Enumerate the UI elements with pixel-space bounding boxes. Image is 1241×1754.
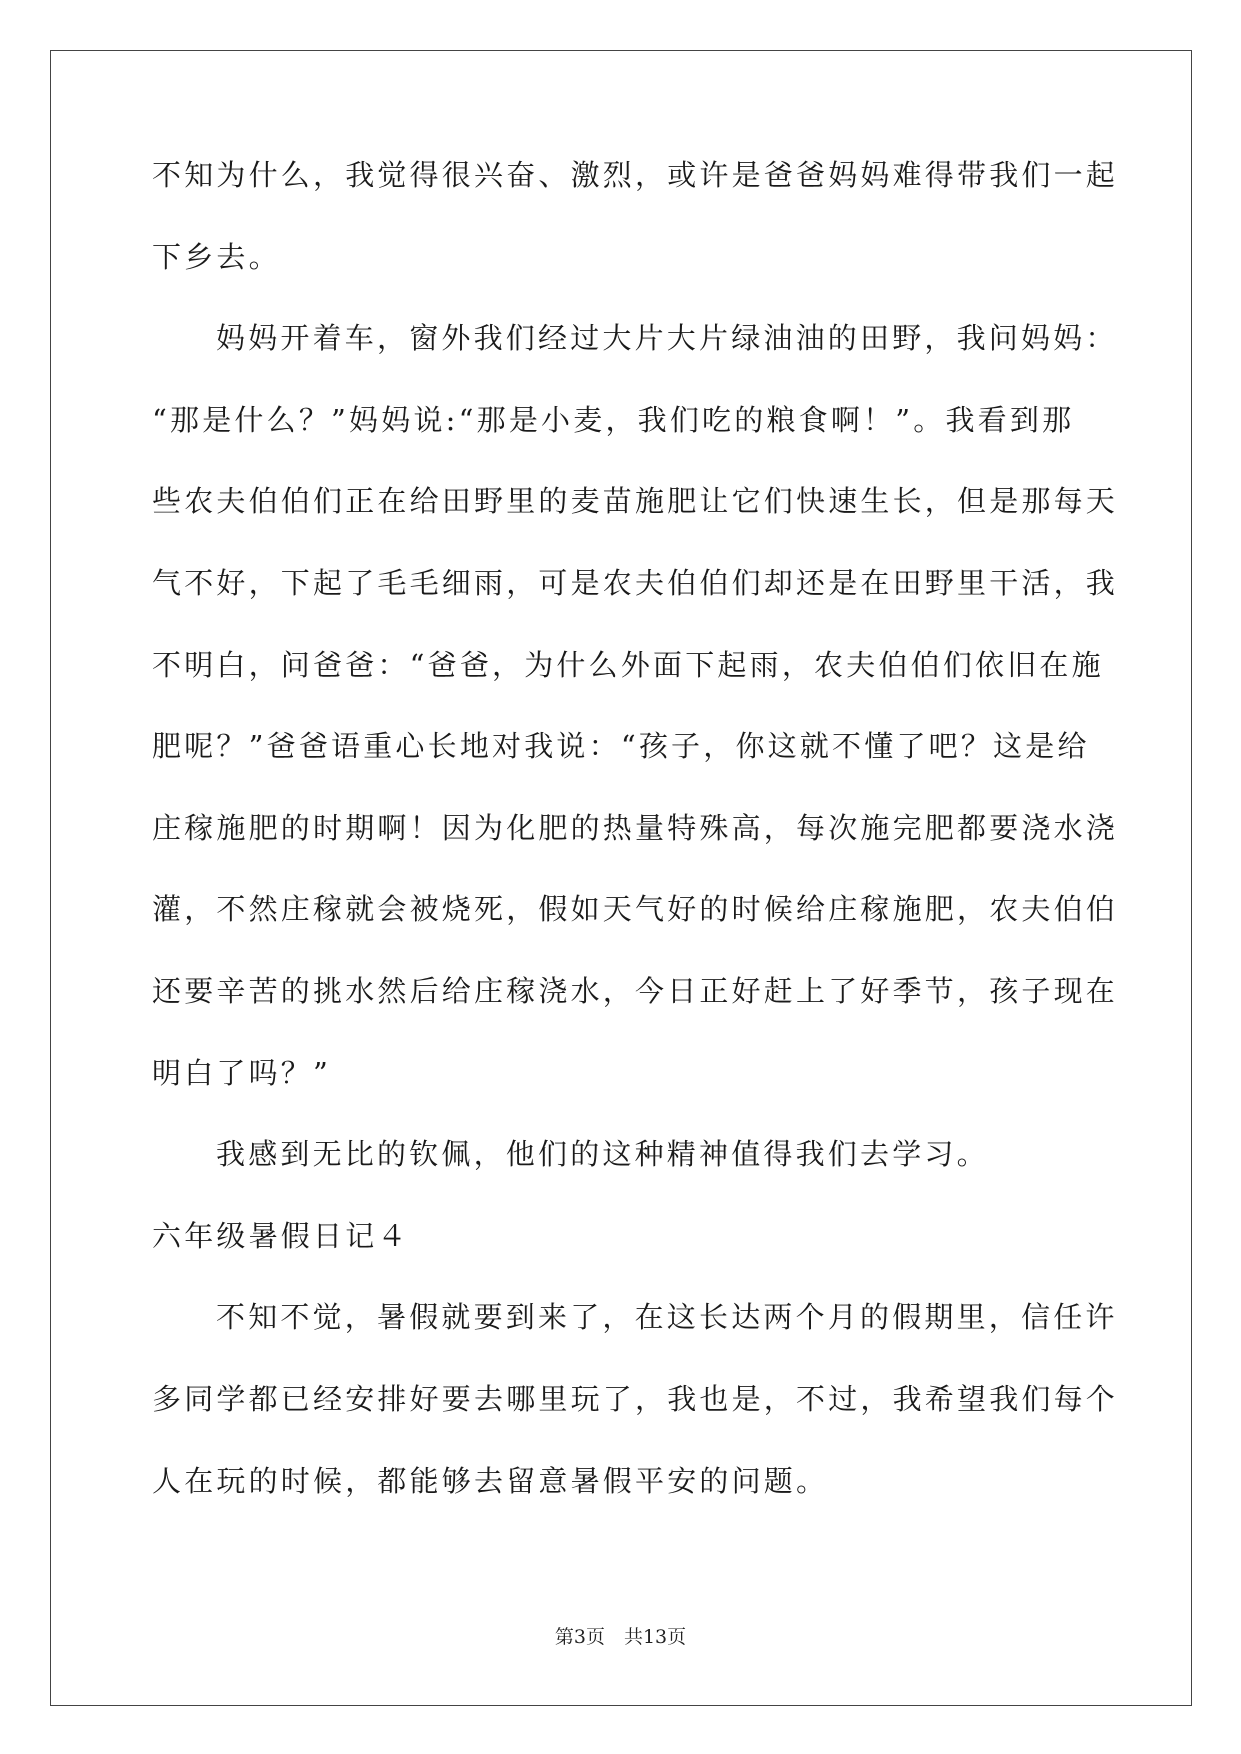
document-body [152, 158, 1119, 1547]
paragraph-line: 不知为什么，我觉得很兴奋、激烈，或许是爸爸妈妈难得带我们一起 [152, 158, 1119, 192]
paragraph-line: 不明白，问爸爸：“爸爸，为什么外面下起雨，农夫伯伯们依旧在施 [152, 647, 1104, 682]
paragraph-line: 气不好，下起了毛毛细雨，可是农夫伯伯们却还是在田野里干活，我 [152, 565, 1119, 600]
paragraph-line: 庄稼施肥的时期啊！因为化肥的热量特殊高，每次施完肥都要浇水浇 [152, 810, 1119, 845]
paragraph-line: 还要辛苦的挑水然后给庄稼浇水，今日正好赶上了好季节，孩子现在 [152, 973, 1119, 1008]
paragraph-line: 明白了吗？” [152, 1055, 332, 1090]
paragraph-line: 多同学都已经安排好要去哪里玩了，我也是，不过，我希望我们每个 [152, 1381, 1119, 1416]
page-footer: 第3页 共13页 [554, 1626, 687, 1648]
paragraph-line: 妈妈开着车，窗外我们经过大片大片绿油油的田野，我问妈妈： [216, 321, 1118, 356]
paragraph-line: 灌，不然庄稼就会被烧死，假如天气好的时候给庄稼施肥，农夫伯伯 [152, 892, 1119, 927]
paragraph-line: 肥呢？”爸爸语重心长地对我说：“孩子，你这就不懂了吧？这是给 [152, 729, 1090, 764]
section-heading: 六年级暑假日记４ [152, 1218, 410, 1253]
paragraph-line: 我感到无比的钦佩，他们的这种精神值得我们去学习。 [216, 1137, 989, 1172]
paragraph-line: 下乡去。 [152, 239, 281, 274]
paragraph-line: 不知不觉，暑假就要到来了，在这长达两个月的假期里，信任许 [216, 1300, 1118, 1335]
paragraph-line: 些农夫伯伯们正在给田野里的麦苗施肥让它们快速生长，但是那每天 [152, 484, 1119, 519]
paragraph-line: 人在玩的时候，都能够去留意暑假平安的问题。 [152, 1463, 829, 1498]
paragraph-line: “那是什么？”妈妈说:“那是小麦，我们吃的粮食啊！”。我看到那 [152, 402, 1075, 437]
